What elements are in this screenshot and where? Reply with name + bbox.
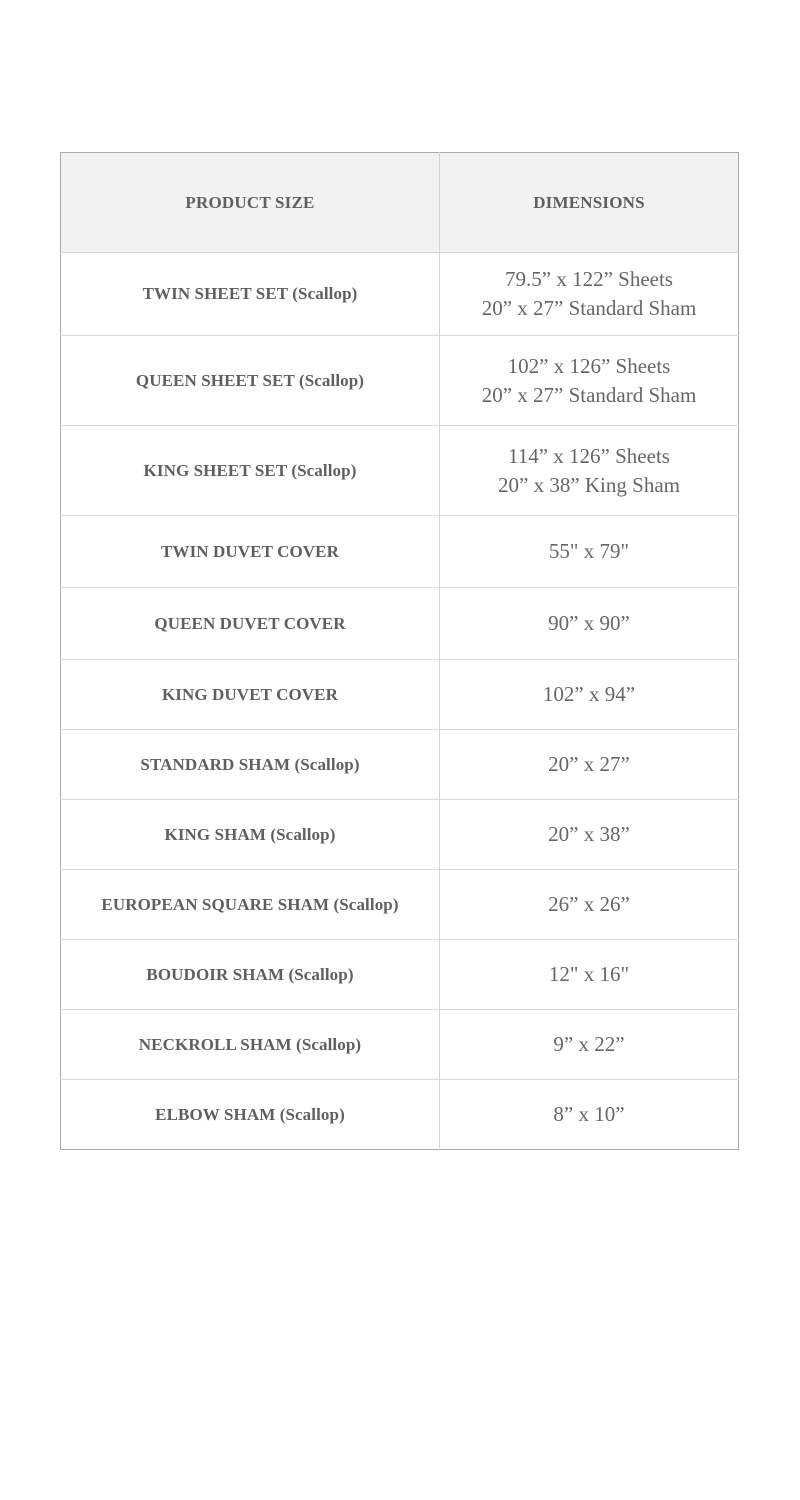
dimensions-cell bbox=[440, 1080, 739, 1150]
dimension-line: 20” x 27” bbox=[548, 752, 630, 776]
table-row bbox=[61, 588, 739, 660]
dimensions-cell bbox=[440, 1010, 739, 1080]
dimensions-cell bbox=[440, 426, 739, 516]
dimensions-cell bbox=[440, 516, 739, 588]
dimension-line: 20” x 27” Standard Sham bbox=[481, 382, 697, 407]
product-cell: STANDARD SHAM (Scallop) bbox=[61, 730, 440, 800]
dimension-line: 55" x 79" bbox=[548, 539, 630, 563]
dimension-line: 79.5” x 122” Sheets bbox=[505, 267, 673, 291]
dimensions-cell bbox=[440, 336, 739, 426]
product-cell: KING DUVET COVER bbox=[61, 660, 440, 730]
product-cell: TWIN DUVET COVER bbox=[61, 516, 440, 588]
dimension-line: 8” x 10” bbox=[553, 1102, 625, 1126]
size-chart-table bbox=[60, 152, 739, 1150]
dimension-line: 20” x 27” Standard Sham bbox=[481, 296, 697, 320]
table-row bbox=[61, 870, 739, 940]
dimension-line: 12" x 16" bbox=[548, 962, 630, 986]
dimensions-cell bbox=[440, 870, 739, 940]
header-row bbox=[61, 153, 739, 253]
dimensions-cell bbox=[440, 660, 739, 730]
dimension-line: 9” x 22” bbox=[553, 1032, 625, 1056]
product-cell: TWIN SHEET SET (Scallop) bbox=[61, 253, 440, 336]
header-product-size: PRODUCT SIZE bbox=[61, 153, 440, 253]
table-body bbox=[61, 253, 739, 1150]
dimensions-cell bbox=[440, 800, 739, 870]
header-dimensions: DIMENSIONS bbox=[440, 153, 739, 253]
dimension-line: 20” x 38” King Sham bbox=[498, 472, 680, 497]
table-row bbox=[61, 1080, 739, 1150]
table-row bbox=[61, 940, 739, 1010]
dimension-line: 90” x 90” bbox=[548, 611, 630, 635]
product-cell: QUEEN DUVET COVER bbox=[61, 588, 440, 660]
table-header bbox=[61, 153, 739, 253]
table-row bbox=[61, 660, 739, 730]
table-row bbox=[61, 426, 739, 516]
table-row bbox=[61, 336, 739, 426]
table-row bbox=[61, 253, 739, 336]
table-row bbox=[61, 516, 739, 588]
dimensions-cell bbox=[440, 940, 739, 1010]
product-cell: KING SHAM (Scallop) bbox=[61, 800, 440, 870]
dimension-line: 102” x 126” Sheets bbox=[507, 353, 671, 378]
product-cell: ELBOW SHAM (Scallop) bbox=[61, 1080, 440, 1150]
dimension-line: 20” x 38” bbox=[548, 822, 630, 846]
table-row bbox=[61, 730, 739, 800]
dimension-line: 102” x 94” bbox=[542, 682, 636, 706]
product-cell: NECKROLL SHAM (Scallop) bbox=[61, 1010, 440, 1080]
table-row bbox=[61, 800, 739, 870]
dimensions-cell bbox=[440, 253, 739, 336]
product-cell: QUEEN SHEET SET (Scallop) bbox=[61, 336, 440, 426]
dimensions-cell bbox=[440, 730, 739, 800]
table-row bbox=[61, 1010, 739, 1080]
dimensions-cell bbox=[440, 588, 739, 660]
dimension-line: 26” x 26” bbox=[548, 892, 630, 916]
dimension-line: 114” x 126” Sheets bbox=[508, 443, 670, 468]
product-cell: EUROPEAN SQUARE SHAM (Scallop) bbox=[61, 870, 440, 940]
product-cell: KING SHEET SET (Scallop) bbox=[61, 426, 440, 516]
product-cell: BOUDOIR SHAM (Scallop) bbox=[61, 940, 440, 1010]
